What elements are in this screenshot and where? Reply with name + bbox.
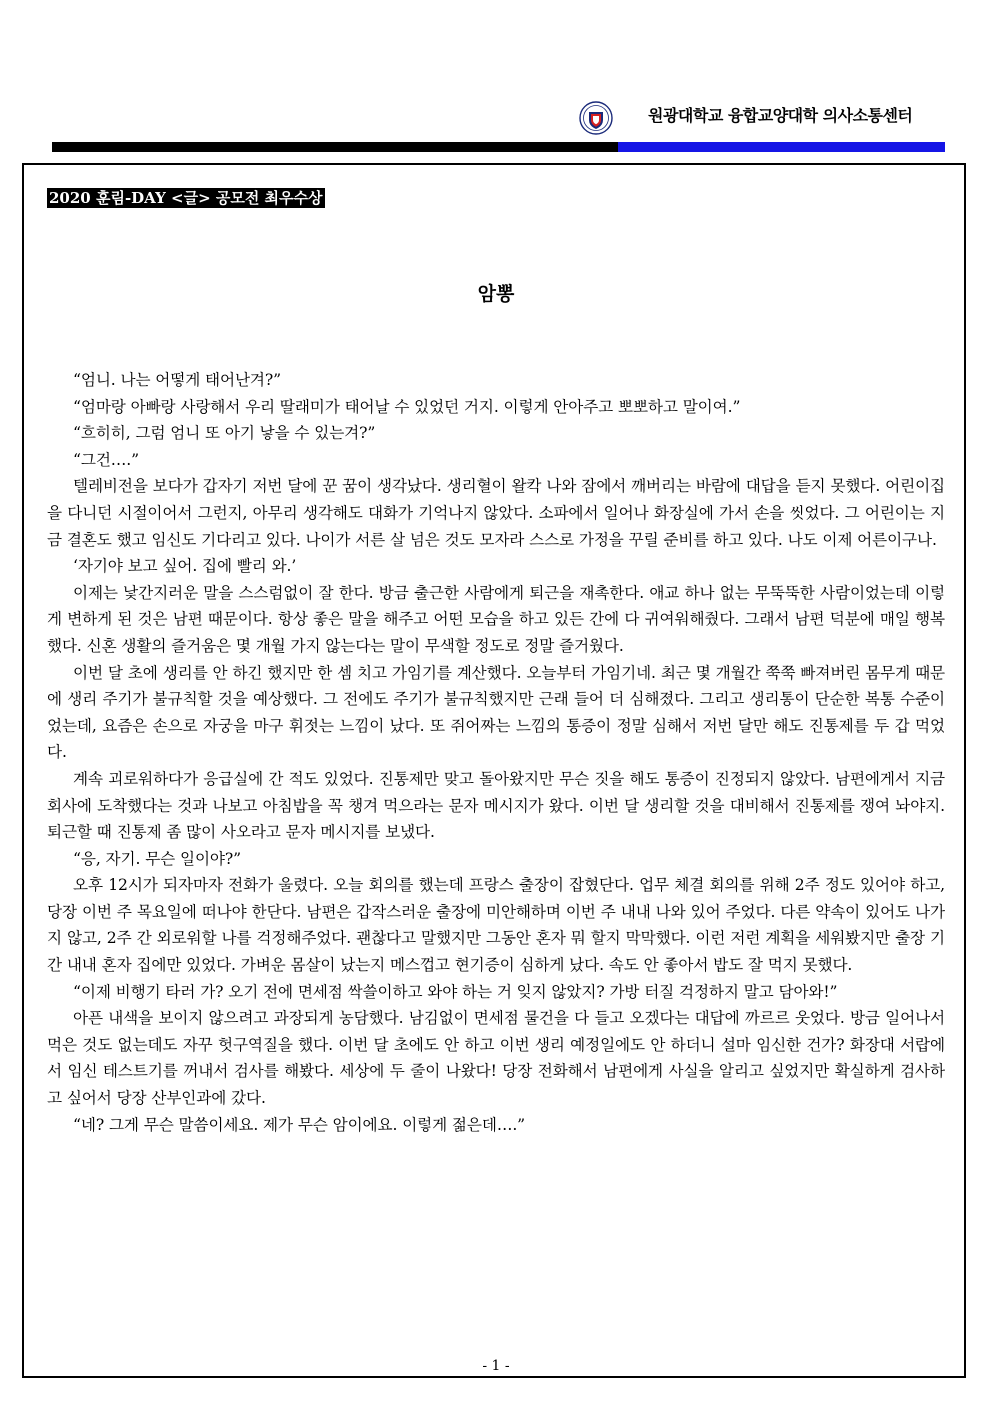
- paragraph: 오후 12시가 되자마자 전화가 울렸다. 오늘 회의를 했는데 프랑스 출장이 잡혔단다. 업무 체결 회의를 위해 2주 정도 있어야 하고, 당장 이번 주 목요일에 떠나야 한단다. 남편은 갑작스러운 출장에 미안해하며 이번 주 내내 나와 있어 주었다. 다른 약속이 있어도 나가지 않고, 2주 간 외로워할 나를 걱정해주었다. 괜찮다고 말했지만 그동안 혼자 뭐 할지 막막했다. 이런 저런 계획을 세워봤지만 출장 기간 내내 혼자 집에만 있었다. 가벼운 몸살이 났는지 메스껍고 현기증이 심하게 났다. 속도 안 좋아서 밥도 잘 먹지 못했다.: [47, 876, 945, 975]
- university-emblem-icon: [579, 101, 613, 135]
- paragraph: “이제 비행기 타러 가? 오기 전에 면세점 싹쓸이하고 와야 하는 거 잊지 않았지? 가방 터질 걱정하지 말고 담아와!”: [73, 982, 838, 1001]
- paragraph: “그건….”: [73, 450, 140, 469]
- paragraph: 이제는 낯간지러운 말을 스스럼없이 잘 한다. 방금 출근한 사람에게 퇴근을 재촉한다. 애교 하나 없는 무뚝뚝한 사람이었는데 이렇게 변하게 된 것은 남편 때문이다. 항상 좋은 말을 해주고 어떤 모습을 하고 있든 간에 다 귀여워해줬다. 그래서 남편 덕분에 매일 행복했다. 신혼 생활의 즐거움은 몇 개월 가지 않는다는 말이 무색할 정도로 정말 즐거웠다.: [47, 583, 945, 655]
- page-number: - 1 -: [482, 1358, 510, 1374]
- paragraph: 계속 괴로워하다가 응급실에 간 적도 있었다. 진통제만 맞고 돌아왔지만 무슨 짓을 해도 통증이 진정되지 않았다. 남편에게서 지금 회사에 도착했다는 것과 나보고 아침밥을 꼭 챙겨 먹으라는 문자 메시지가 왔다. 이번 달 생리할 것을 대비해서 진통제를 쟁여 놔야지. 퇴근할 때 진통제 좀 많이 사오라고 문자 메시지를 보냈다.: [47, 769, 945, 842]
- paragraph: “응, 자기. 무슨 일이야?”: [73, 849, 241, 868]
- paragraph: “네? 그게 무슨 말씀이세요. 제가 무슨 암이에요. 이렇게 젊은데….”: [73, 1115, 526, 1134]
- paragraph: 이번 달 초에 생리를 안 하긴 했지만 한 셈 치고 가임기를 계산했다. 오늘부터 가임기네. 최근 몇 개월간 쭉쭉 빠져버린 몸무게 때문에 생리 주기가 불규칙할 것을 예상했다. 그 전에도 주기가 불규칙했지만 근래 들어 더 심해졌다. 그리고 생리통이 단순한 복통 수준이었는데, 요즘은 손으로 자궁을 마구 휘젓는 느낌이 났다. 또 쥐어짜는 느낌의 통증이 정말 심해서 저번 달만 해도 진통제를 두 갑 먹었다.: [47, 663, 945, 762]
- paragraph: “엄마랑 아빠랑 사랑해서 우리 딸래미가 태어날 수 있었던 거지. 이렇게 안아주고 뽀뽀하고 말이여.”: [73, 397, 741, 416]
- award-label: 2020 훈림-DAY <글> 공모전 최우수상: [49, 189, 323, 207]
- paragraph: 텔레비전을 보다가 갑자기 저번 달에 꾼 꿈이 생각났다. 생리혈이 왈칵 나와 잠에서 깨버리는 바람에 대답을 듣지 못했다. 어린이집을 다니던 시절이어서 그런지, 아무리 생각해도 대화가 기억나지 않았다. 소파에서 일어나 화장실에 가서 손을 씻었다. 그 어린이는 지금 결혼도 했고 임신도 기다리고 있다. 나이가 서른 살 넘은 것도 모자라 스스로 가정을 꾸릴 준비를 하고 있다. 나도 이제 어른이구나.: [47, 477, 945, 549]
- paragraph: “흐히히, 그럼 엄니 또 아기 낳을 수 있는겨?”: [73, 424, 376, 443]
- header-bar-blue: [618, 142, 945, 152]
- essay-title: 암뽕: [477, 283, 515, 305]
- paragraph: 아픈 내색을 보이지 않으려고 과장되게 농담했다. 남김없이 면세점 물건을 다 들고 오겠다는 대답에 까르르 웃었다. 방금 일어나서 먹은 것도 없는데도 자꾸 헛구역질을 했다. 이번 달 초에도 안 하고 이번 생리 예정일에도 안 하더니 설마 임신한 건가? 화장대 서랍에서 임신 테스트기를 꺼내서 검사를 해봤다. 세상에 두 줄이 나왔다! 당장 전화해서 남편에게 사실을 알리고 싶었지만 확실하게 검사하고 싶어서 당장 산부인과에 갔다.: [47, 1009, 945, 1108]
- header-bar-black: [52, 142, 618, 152]
- page-header: [0, 0, 992, 160]
- paragraph: ‘자기야 보고 싶어. 집에 빨리 와.’: [73, 557, 297, 576]
- paragraph: “엄니. 나는 어떻게 태어난겨?”: [73, 371, 282, 389]
- essay-body: [47, 367, 945, 1138]
- institution-name: 원광대학교 융합교양대학 의사소통센터: [648, 106, 913, 125]
